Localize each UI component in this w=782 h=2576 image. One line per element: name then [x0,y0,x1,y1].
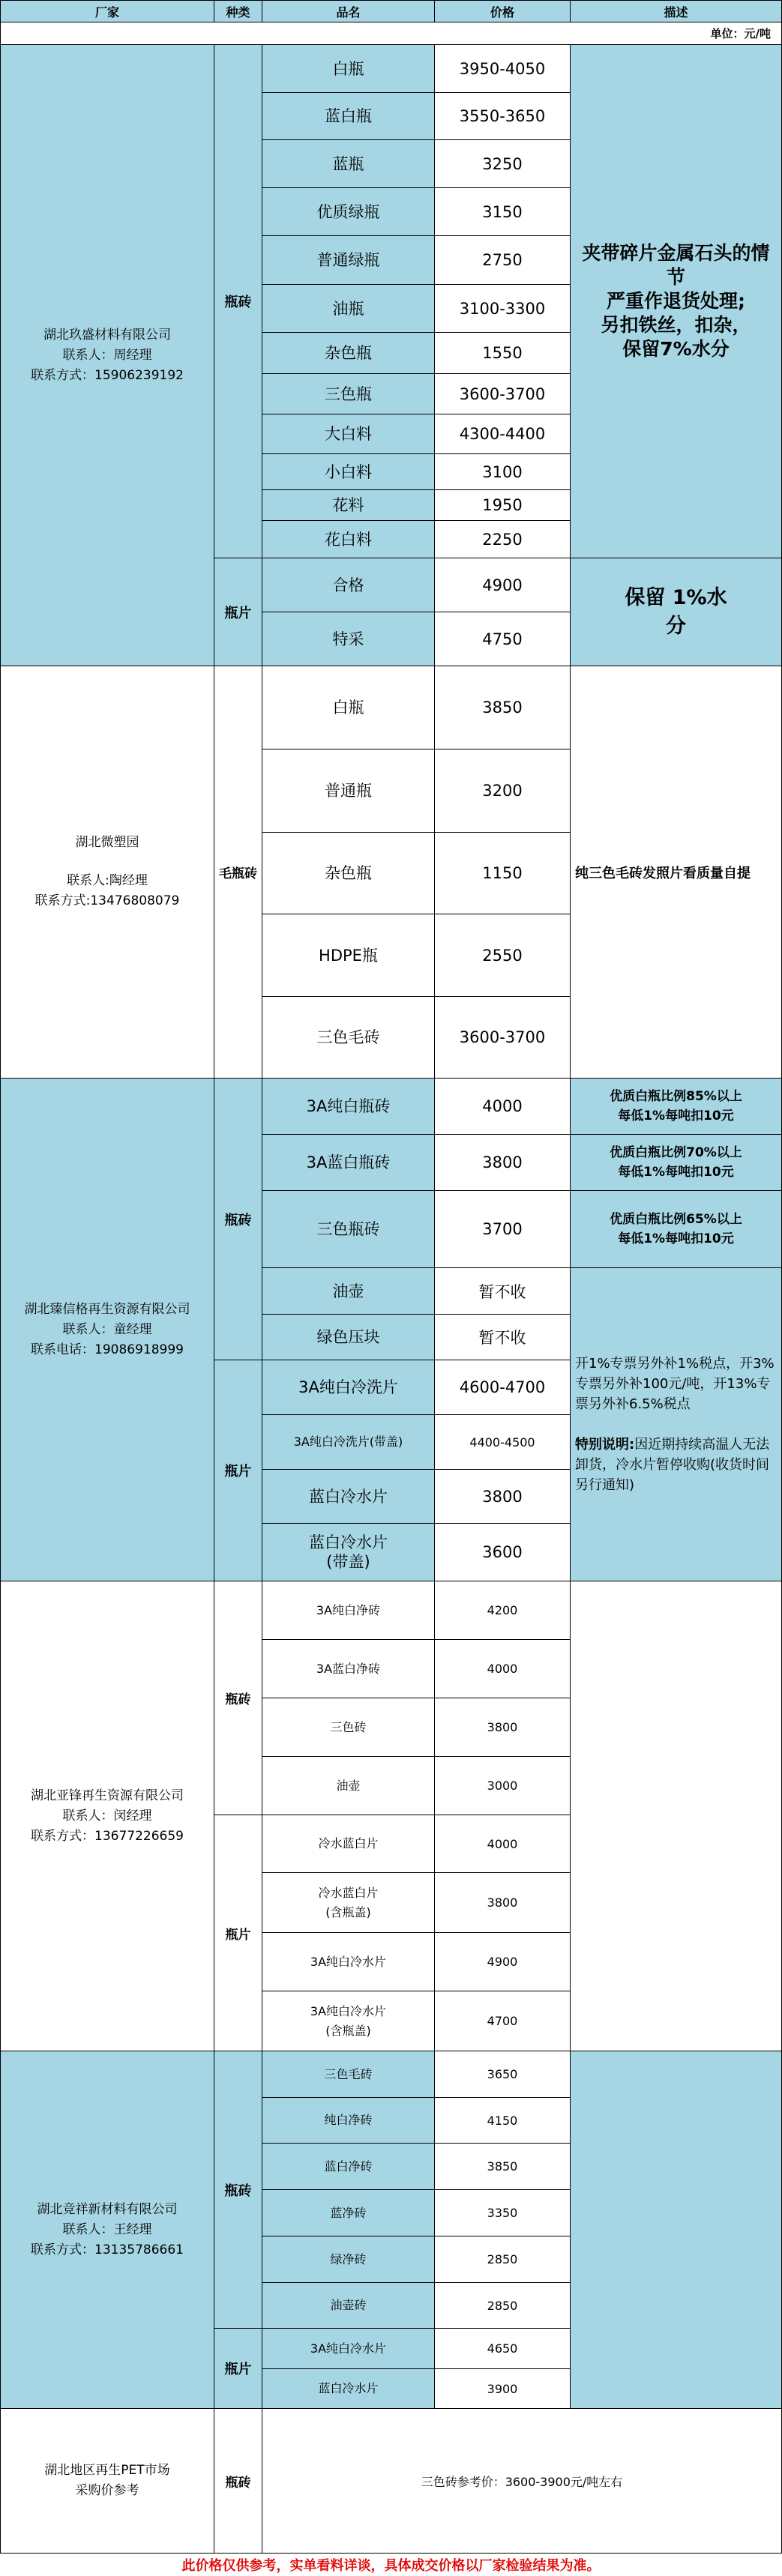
product-name: 普通瓶 [262,749,435,833]
category-label: 瓶砖 [214,2051,262,2329]
product-name: 油壶 [262,1267,435,1315]
product-name: 花白料 [262,520,435,558]
product-price: 4700 [434,1991,571,2051]
contact-person: 联系人:陶经理 [67,873,148,888]
product-name: 3A纯白瓶砖 [262,1078,435,1135]
contact-person: 采购价参考 [75,2483,139,2498]
contact-person: 联系人：王经理 [62,2221,152,2237]
header-manufacturer: 厂家 [0,0,214,22]
description-cell [570,1267,782,1581]
product-price: 4300-4400 [434,414,571,454]
category-label: 瓶砖 [214,1581,262,1815]
company-cell [0,666,214,1079]
product-price: 3000 [434,1756,571,1815]
product-price: 4000 [434,1815,571,1873]
product-price: 3650 [434,2051,571,2098]
contact-phone: 联系方式：13677226659 [31,1828,184,1844]
product-price: 3900 [434,2368,571,2409]
product-price: 3100-3300 [434,284,571,333]
company-name: 湖北微塑园 [75,835,139,850]
product-name: 蓝白冷水片 (带盖) [262,1523,435,1581]
company-name: 湖北臻信格再生资源有限公司 [24,1301,190,1317]
header-description: 描述 [570,0,782,22]
product-price: 4200 [434,1581,571,1640]
product-name: 杂色瓶 [262,832,435,914]
product-name: 蓝瓶 [262,139,435,188]
special-note: 因近期持续高温人无法卸货，冷水片暂停收购(收货时间另行通知) [575,1437,770,1493]
product-price: 4900 [434,1932,571,1991]
contact-phone: 联系方式:13476808079 [34,893,180,908]
product-price: 4900 [434,558,571,612]
product-name: 3A纯白冷洗片 [262,1360,435,1415]
category-label: 瓶砖 [214,1078,262,1360]
product-price: 1550 [434,332,571,374]
product-price: 3600-3700 [434,996,571,1079]
product-name: 三色砖 [262,1698,435,1757]
product-name: 特采 [262,612,435,666]
product-name: 白瓶 [262,44,435,93]
product-price: 4750 [434,612,571,666]
product-name: 3A纯白冷洗片(带盖) [262,1414,435,1470]
product-price: 暂不收 [434,1267,571,1315]
description-cell [570,2051,782,2409]
category-label: 瓶片 [214,2328,262,2409]
category-label: 毛瓶砖 [214,666,262,1079]
product-name: 三色毛砖 [262,996,435,1079]
summary-cell: 三色砖参考价：3600-3900元/吨左右 [262,2408,782,2554]
product-price: 3550-3650 [434,92,571,140]
product-name: 3A蓝白净砖 [262,1639,435,1698]
description-cell: 优质白瓶比例85%以上 每低1%每吨扣10元 [570,1078,782,1135]
product-price: 3800 [434,1134,571,1191]
company-name: 湖北地区再生PET市场 [44,2463,170,2478]
product-name: 3A纯白净砖 [262,1581,435,1640]
product-price: 3100 [434,453,571,490]
header-price: 价格 [434,0,571,22]
company-name: 湖北亚锋再生资源有限公司 [31,1788,184,1803]
contact-person: 联系人：童经理 [62,1321,152,1337]
tax-note: 开1%专票另外补1%税点，开3%专票另外补100元/吨，开13%专票另外补6.5%税点 [575,1356,775,1412]
product-name: 油瓶 [262,284,435,333]
product-price: 3250 [434,139,571,188]
category-label: 瓶片 [214,1360,262,1581]
header-category: 种类 [214,0,262,22]
product-price: 3800 [434,1469,571,1524]
company-cell [0,1078,214,1581]
product-name: HDPE瓶 [262,914,435,997]
product-name: 油壶 [262,1756,435,1815]
product-price: 3200 [434,749,571,833]
company-name: 湖北竞祥新材料有限公司 [37,2201,178,2217]
contact-phone: 联系电话：19086918999 [31,1342,184,1357]
description-cell [570,1581,782,2051]
product-price: 3700 [434,1190,571,1268]
contact-person: 联系人：周经理 [62,347,152,363]
product-price: 3950-4050 [434,44,571,93]
special-label: 特别说明: [575,1437,635,1453]
product-name: 纯白净砖 [262,2097,435,2144]
product-name: 冷水蓝白片 (含瓶盖) [262,1872,435,1933]
product-price: 2850 [434,2282,571,2329]
company-cell [0,44,214,666]
product-name: 3A纯白冷水片 [262,2328,435,2369]
product-name: 3A蓝白瓶砖 [262,1134,435,1191]
product-price: 2250 [434,520,571,558]
product-name: 花料 [262,489,435,521]
product-price: 4000 [434,1639,571,1698]
product-name: 杂色瓶 [262,332,435,374]
product-price: 2550 [434,914,571,997]
product-name: 合格 [262,558,435,612]
product-price: 3600 [434,1523,571,1581]
product-price: 4150 [434,2097,571,2144]
company-name: 湖北玖盛材料有限公司 [43,327,171,343]
product-price: 3800 [434,1698,571,1757]
description-cell: 优质白瓶比例70%以上 每低1%每吨扣10元 [570,1134,782,1191]
product-name: 白瓶 [262,666,435,749]
product-price: 3850 [434,666,571,749]
product-name: 3A纯白冷水片 (含瓶盖) [262,1991,435,2051]
product-name: 三色瓶 [262,373,435,414]
product-price: 3600-3700 [434,373,571,414]
product-name: 蓝白净砖 [262,2143,435,2190]
product-name: 油壶砖 [262,2282,435,2329]
product-price: 2850 [434,2236,571,2283]
category-label: 瓶砖 [214,2408,262,2554]
product-name: 大白料 [262,414,435,454]
product-price: 1150 [434,832,571,914]
product-name: 蓝白冷水片 [262,1469,435,1524]
company-cell [0,2408,214,2554]
product-name: 蓝白瓶 [262,92,435,140]
product-name: 优质绿瓶 [262,187,435,236]
product-name: 冷水蓝白片 [262,1815,435,1873]
product-name: 蓝净砖 [262,2189,435,2236]
product-name: 3A纯白冷水片 [262,1932,435,1991]
description-cell: 保留 1%水 分 [570,558,782,666]
category-label: 瓶片 [214,558,262,666]
product-price: 4000 [434,1078,571,1135]
description-cell: 夹带碎片金属石头的情节 严重作退货处理; 另扣铁丝，扣杂， 保留7%水分 [570,44,782,558]
product-name: 绿净砖 [262,2236,435,2283]
product-price: 2750 [434,235,571,285]
header-product: 品名 [262,0,435,22]
product-name: 蓝白冷水片 [262,2368,435,2409]
product-price: 3850 [434,2143,571,2190]
product-price: 1950 [434,489,571,521]
product-price: 3150 [434,187,571,236]
product-name: 小白料 [262,453,435,490]
product-price: 3800 [434,1872,571,1933]
unit-note: 单位：元/吨 [0,22,782,45]
product-name: 普通绿瓶 [262,235,435,285]
product-name: 三色毛砖 [262,2051,435,2098]
footer-note: 此价格仅供参考，实单看料详谈，具体成交价格以厂家检验结果为准。 [0,2554,782,2576]
description-cell: 纯三色毛砖发照片看质量自提 [570,666,782,1079]
company-cell [0,1581,214,2051]
category-label: 瓶砖 [214,44,262,558]
product-price: 4600-4700 [434,1360,571,1415]
category-label: 瓶片 [214,1815,262,2051]
contact-phone: 联系方式：15906239192 [31,367,184,383]
contact-phone: 联系方式：13135786661 [31,2242,184,2257]
product-price: 4400-4500 [434,1414,571,1470]
product-name: 绿色压块 [262,1314,435,1360]
company-cell [0,2051,214,2409]
product-price: 暂不收 [434,1314,571,1360]
product-name: 三色瓶砖 [262,1190,435,1268]
product-price: 4650 [434,2328,571,2369]
contact-person: 联系人：闵经理 [62,1808,152,1824]
description-cell: 优质白瓶比例65%以上 每低1%每吨扣10元 [570,1190,782,1268]
product-price: 3350 [434,2189,571,2236]
